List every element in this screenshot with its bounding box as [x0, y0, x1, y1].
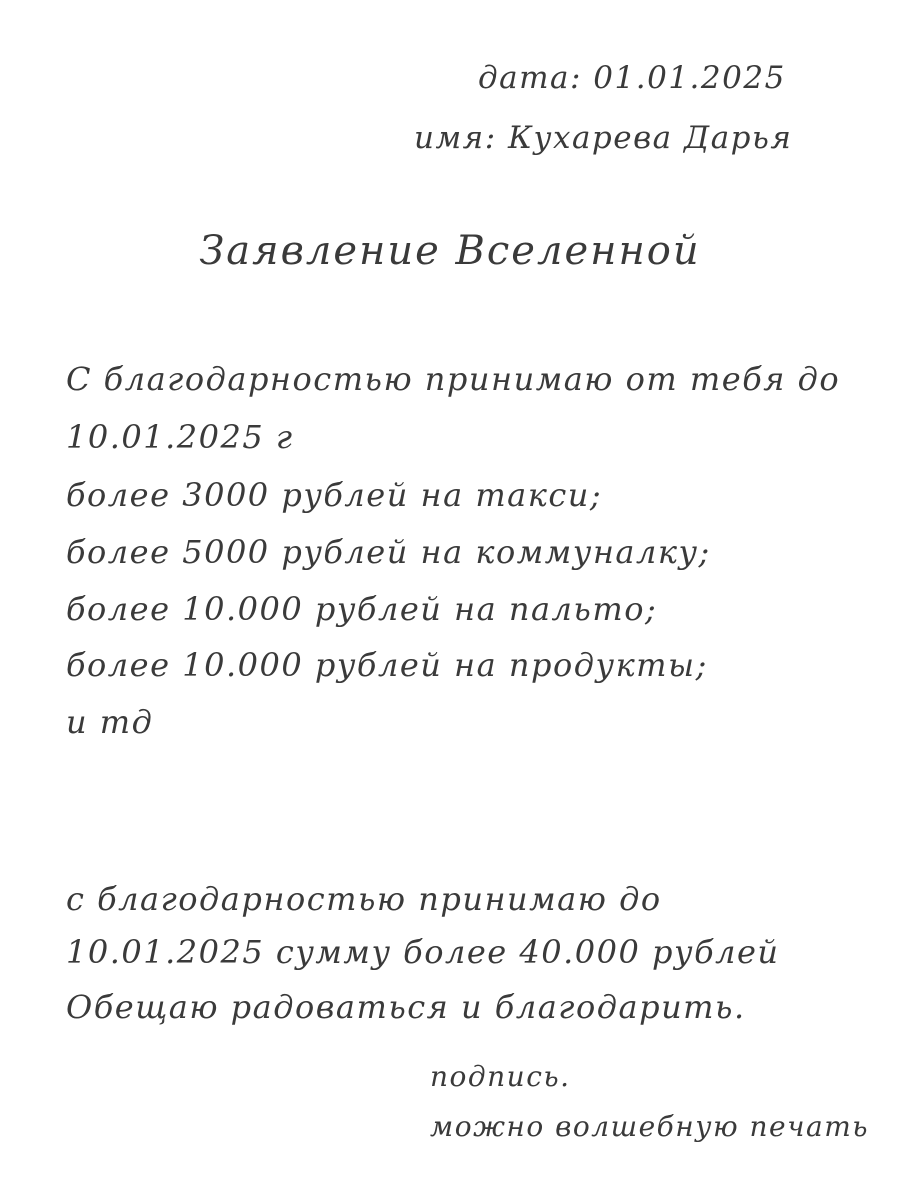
list-item: более 5000 рублей на коммуналку; [66, 533, 711, 571]
body-line: С благодарностью принимаю от тебя до [66, 360, 841, 398]
body-line: с благодарностью принимаю до [66, 880, 662, 918]
stamp-note: можно волшебную печать [430, 1110, 870, 1143]
list-item: и тд [66, 703, 154, 741]
name-line: имя: Кухарева Дарья [414, 120, 793, 156]
list-item: более 10.000 рублей на пальто; [66, 590, 658, 628]
body-line: 10.01.2025 г [66, 418, 294, 456]
date-line: дата: 01.01.2025 [478, 60, 786, 96]
list-item: более 10.000 рублей на продукты; [66, 646, 708, 684]
page-title: Заявление Вселенной [199, 228, 701, 274]
body-line: 10.01.2025 сумму более 40.000 рублей [66, 933, 780, 971]
body-line: Обещаю радоваться и благодарить. [66, 988, 746, 1026]
signature-label: подпись. [430, 1060, 571, 1093]
list-item: более 3000 рублей на такси; [66, 476, 603, 514]
